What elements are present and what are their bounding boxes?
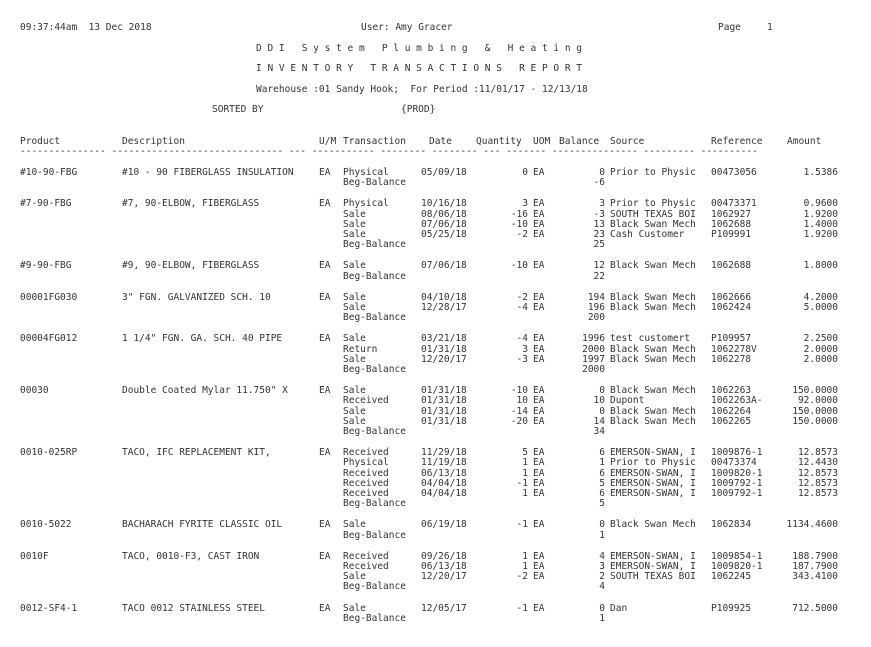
table-row [0, 581, 871, 592]
product-code: 00001FG030 [20, 291, 78, 303]
transaction-source: Black Swan Mech [610, 291, 696, 303]
transaction-balance: 200 [587, 312, 605, 324]
transaction-amount: 12.8573 [797, 447, 838, 459]
transaction-quantity: 3 [522, 198, 528, 210]
table-row [0, 498, 871, 509]
transaction-uom: EA [533, 260, 545, 272]
product-code: 0010-5022 [20, 519, 72, 531]
transaction-source: Black Swan Mech [610, 343, 696, 355]
table-row [0, 271, 871, 282]
transaction-type: Beg-Balance [343, 239, 406, 251]
transaction-uom: EA [533, 229, 545, 240]
product-code: #10-90-FBG [20, 167, 78, 178]
transaction-source: Black Swan Mech [610, 260, 696, 272]
transaction-balance: 0 [599, 167, 605, 178]
product-code: #7-90-FBG [20, 198, 72, 210]
transaction-reference: 1062263A- [711, 395, 763, 407]
transaction-date: 06/13/18 [421, 467, 467, 479]
warehouse-period: Warehouse :01 Sandy Hook; For Period :11/01/17 - 12/13/18 [256, 84, 588, 95]
transaction-date: 04/04/18 [421, 477, 467, 489]
product-description: 1 1/4" FGN. GA. SCH. 40 PIPE [122, 333, 283, 345]
transaction-type: Received [343, 447, 389, 459]
transaction-reference: 1062666 [711, 291, 752, 303]
product-um: EA [319, 385, 331, 397]
transaction-balance: 4 [599, 581, 605, 593]
transaction-type: Beg-Balance [343, 312, 406, 324]
transaction-reference: 1062265 [711, 415, 752, 427]
col-product: Product [20, 136, 61, 147]
transaction-type: Sale [343, 302, 366, 313]
transaction-date: 06/19/18 [421, 519, 467, 531]
transaction-quantity: 1 [522, 561, 528, 572]
transaction-type: Physical [343, 457, 389, 469]
product-description: 3" FGN. GALVANIZED SCH. 10 [122, 291, 271, 303]
transaction-quantity: 1 [522, 550, 528, 562]
report-title: I N V E N T O R Y T R A N S A C T I O N S R E P O R T [256, 63, 583, 74]
transaction-quantity: -4 [516, 302, 528, 313]
transaction-balance: 3 [599, 561, 605, 572]
transaction-reference: P109957 [711, 333, 752, 345]
transaction-uom: EA [533, 395, 545, 407]
product-description: Double Coated Mylar 11.750" X [122, 385, 288, 397]
transaction-source: Black Swan Mech [610, 218, 696, 230]
transaction-source: Black Swan Mech [610, 405, 696, 417]
transaction-balance: 12 [593, 260, 605, 272]
transaction-amount: 343.4100 [792, 571, 838, 583]
transaction-reference: 1062245 [711, 571, 752, 583]
table-row [0, 530, 871, 541]
transaction-amount: 150.0000 [792, 415, 838, 427]
transaction-source: Black Swan Mech [610, 519, 696, 531]
transaction-date: 12/28/17 [421, 302, 467, 313]
transaction-type: Received [343, 395, 389, 407]
product-code: 0010F [20, 550, 49, 562]
transaction-source: SOUTH TEXAS BOI [610, 208, 696, 220]
transaction-balance: 22 [593, 270, 605, 282]
transaction-reference: 1009820-1 [711, 561, 763, 572]
table-row [0, 364, 871, 375]
transaction-balance: 1996 [582, 333, 605, 345]
transaction-date: 01/31/18 [421, 415, 467, 427]
transaction-type: Received [343, 488, 389, 499]
transaction-balance: 194 [587, 291, 605, 303]
transaction-uom: EA [533, 447, 545, 459]
transaction-balance: -3 [593, 208, 605, 220]
transaction-amount: 12.8573 [797, 467, 838, 479]
transaction-quantity: -2 [516, 571, 528, 583]
transaction-date: 09/26/18 [421, 550, 467, 562]
product-um: EA [319, 291, 331, 303]
transaction-type: Sale [343, 519, 366, 531]
transaction-type: Received [343, 477, 389, 489]
page-label: Page [718, 22, 741, 33]
transaction-reference: 00473371 [711, 198, 757, 210]
transaction-reference: 1009792-1 [711, 477, 763, 489]
transaction-reference: 1062688 [711, 260, 752, 272]
transaction-balance: 1 [599, 529, 605, 541]
transaction-type: Physical [343, 198, 389, 210]
transaction-balance: 2000 [582, 364, 605, 375]
company-name: D D I S y s t e m P l u m b i n g & H e a t i n g [256, 43, 583, 54]
transaction-amount: 712.5000 [792, 602, 838, 614]
transaction-uom: EA [533, 519, 545, 531]
col-um: U/M [319, 136, 337, 147]
transaction-uom: EA [533, 385, 545, 397]
transaction-uom: EA [533, 405, 545, 417]
transaction-type: Received [343, 561, 389, 572]
transaction-type: Physical [343, 167, 389, 178]
transaction-balance: 25 [593, 239, 605, 251]
transaction-source: Dupont [610, 395, 645, 407]
col-date: Date [429, 136, 452, 147]
transaction-type: Sale [343, 291, 366, 303]
transaction-balance: 5 [599, 498, 605, 510]
transaction-quantity: 1 [522, 457, 528, 469]
sorted-by-label: SORTED BY [212, 104, 264, 115]
transaction-reference: 1062264 [711, 405, 752, 417]
transaction-amount: 2.0000 [803, 343, 838, 355]
page-number: 1 [767, 22, 773, 33]
transaction-reference: P109925 [711, 602, 752, 614]
transaction-date: 12/20/17 [421, 353, 467, 365]
transaction-balance: 34 [593, 426, 605, 437]
col-description: Description [122, 136, 185, 147]
product-um: EA [319, 167, 331, 178]
transaction-quantity: -3 [516, 353, 528, 365]
transaction-reference: 1009854-1 [711, 550, 763, 562]
transaction-type: Beg-Balance [343, 270, 406, 282]
transaction-source: EMERSON-SWAN, I [610, 550, 696, 562]
transaction-amount: 5.0000 [803, 302, 838, 313]
transaction-balance: 13 [593, 218, 605, 230]
transaction-date: 07/06/18 [421, 218, 467, 230]
product-um: EA [319, 198, 331, 210]
transaction-balance: 196 [587, 302, 605, 313]
product-description: TACO, IFC REPLACEMENT KIT, [122, 447, 271, 459]
product-description: TACO 0012 STAINLESS STEEL [122, 602, 265, 614]
transaction-uom: EA [533, 167, 545, 178]
transaction-balance: 6 [599, 488, 605, 499]
transaction-date: 10/16/18 [421, 198, 467, 210]
transaction-uom: EA [533, 550, 545, 562]
transaction-source: Black Swan Mech [610, 385, 696, 397]
transaction-quantity: 10 [516, 395, 528, 407]
transaction-balance: 14 [593, 415, 605, 427]
transaction-type: Beg-Balance [343, 581, 406, 593]
transaction-amount: 1134.4600 [786, 519, 838, 531]
transaction-type: Sale [343, 571, 366, 583]
transaction-uom: EA [533, 477, 545, 489]
transaction-date: 01/31/18 [421, 343, 467, 355]
transaction-amount: 4.2000 [803, 291, 838, 303]
transaction-balance: 0 [599, 385, 605, 397]
product-code: 00030 [20, 385, 49, 397]
transaction-balance: 3 [599, 198, 605, 210]
transaction-amount: 150.0000 [792, 405, 838, 417]
transaction-source: Prior to Physic [610, 167, 696, 178]
transaction-amount: 1.9200 [803, 229, 838, 240]
transaction-type: Beg-Balance [343, 426, 406, 437]
transaction-date: 11/29/18 [421, 447, 467, 459]
transaction-type: Sale [343, 229, 366, 240]
transaction-balance: 2000 [582, 343, 605, 355]
transaction-uom: EA [533, 333, 545, 345]
transaction-reference: 1062263 [711, 385, 752, 397]
transaction-date: 04/10/18 [421, 291, 467, 303]
transaction-quantity: -1 [516, 477, 528, 489]
transaction-uom: EA [533, 457, 545, 469]
transaction-type: Sale [343, 353, 366, 365]
transaction-source: Prior to Physic [610, 457, 696, 469]
transaction-date: 03/21/18 [421, 333, 467, 345]
col-source: Source [610, 136, 645, 147]
col-uom: UOM [533, 136, 551, 147]
transaction-quantity: -2 [516, 291, 528, 303]
product-um: EA [319, 260, 331, 272]
transaction-amount: 12.8573 [797, 488, 838, 499]
transaction-date: 01/31/18 [421, 395, 467, 407]
transaction-quantity: 3 [522, 343, 528, 355]
transaction-quantity: -2 [516, 229, 528, 240]
transaction-reference: 1062278V [711, 343, 757, 355]
transaction-date: 07/06/18 [421, 260, 467, 272]
transaction-date: 06/13/18 [421, 561, 467, 572]
transaction-quantity: -1 [516, 602, 528, 614]
transaction-source: EMERSON-SWAN, I [610, 447, 696, 459]
transaction-type: Beg-Balance [343, 612, 406, 624]
transaction-date: 11/19/18 [421, 457, 467, 469]
transaction-reference: 00473056 [711, 167, 757, 178]
transaction-date: 01/31/18 [421, 405, 467, 417]
transaction-type: Sale [343, 602, 366, 614]
transaction-uom: EA [533, 198, 545, 210]
transaction-reference: 00473374 [711, 457, 757, 469]
transaction-balance: 1 [599, 612, 605, 624]
transaction-amount: 1.9200 [803, 208, 838, 220]
transaction-reference: 1062834 [711, 519, 752, 531]
table-row [0, 426, 871, 437]
transaction-amount: 0.9600 [803, 198, 838, 210]
product-code: #9-90-FBG [20, 260, 72, 272]
transaction-balance: 4 [599, 550, 605, 562]
transaction-source: Prior to Physic [610, 198, 696, 210]
col-amount: Amount [787, 136, 822, 147]
col-balance: Balance [559, 136, 600, 147]
product-um: EA [319, 333, 331, 345]
transaction-uom: EA [533, 291, 545, 303]
transaction-uom: EA [533, 561, 545, 572]
transaction-source: EMERSON-SWAN, I [610, 561, 696, 572]
transaction-type: Sale [343, 405, 366, 417]
product-description: #9, 90-ELBOW, FIBERGLASS [122, 260, 260, 272]
transaction-type: Return [343, 343, 378, 355]
transaction-uom: EA [533, 353, 545, 365]
transaction-source: EMERSON-SWAN, I [610, 488, 696, 499]
report-user: User: Amy Gracer [361, 22, 453, 33]
transaction-amount: 188.7900 [792, 550, 838, 562]
transaction-balance: 2 [599, 571, 605, 583]
header-underline: --------------- ------------------------------ --- ----------- -------- -------- --- ------- --------------- --------- ---------- [20, 146, 758, 157]
transaction-date: 05/25/18 [421, 229, 467, 240]
transaction-amount: 12.8573 [797, 477, 838, 489]
transaction-quantity: -4 [516, 333, 528, 345]
transaction-quantity: 5 [522, 447, 528, 459]
product-description: BACHARACH FYRITE CLASSIC OIL [122, 519, 283, 531]
transaction-quantity: -10 [510, 385, 528, 397]
transaction-uom: EA [533, 415, 545, 427]
transaction-source: test customert [610, 333, 691, 345]
product-code: 0010-025RP [20, 447, 78, 459]
transaction-date: 04/04/18 [421, 488, 467, 499]
transaction-uom: EA [533, 571, 545, 583]
transaction-balance: 10 [593, 395, 605, 407]
product-um: EA [319, 550, 331, 562]
report-timestamp: 09:37:44am 13 Dec 2018 [20, 22, 152, 33]
transaction-type: Sale [343, 415, 366, 427]
product-description: #7, 90-ELBOW, FIBERGLASS [122, 198, 260, 210]
transaction-balance: 6 [599, 447, 605, 459]
transaction-reference: 1062278 [711, 353, 752, 365]
transaction-source: Cash Customer [610, 229, 685, 240]
transaction-source: Black Swan Mech [610, 353, 696, 365]
transaction-reference: 1062424 [711, 302, 752, 313]
sorted-by-value: {PROD} [401, 104, 436, 115]
transaction-type: Beg-Balance [343, 529, 406, 541]
transaction-quantity: -14 [510, 405, 528, 417]
table-row [0, 177, 871, 188]
transaction-reference: 1009792-1 [711, 488, 763, 499]
transaction-type: Sale [343, 218, 366, 230]
transaction-amount: 12.4430 [797, 457, 838, 469]
table-row [0, 312, 871, 323]
transaction-date: 08/06/18 [421, 208, 467, 220]
transaction-type: Received [343, 467, 389, 479]
transaction-balance: 6 [599, 467, 605, 479]
transaction-date: 12/05/17 [421, 602, 467, 614]
col-transaction: Transaction [343, 136, 406, 147]
transaction-type: Beg-Balance [343, 177, 406, 189]
transaction-uom: EA [533, 302, 545, 313]
transaction-amount: 2.2500 [803, 333, 838, 345]
transaction-amount: 1.5386 [803, 167, 838, 178]
transaction-type: Received [343, 550, 389, 562]
transaction-reference: 1009820-1 [711, 467, 763, 479]
transaction-balance: 0 [599, 519, 605, 531]
transaction-amount: 92.0000 [797, 395, 838, 407]
transaction-balance: 0 [599, 602, 605, 614]
product-um: EA [319, 602, 331, 614]
transaction-amount: 1.4000 [803, 218, 838, 230]
transaction-reference: 1009876-1 [711, 447, 763, 459]
table-row [0, 239, 871, 250]
transaction-reference: 1062927 [711, 208, 752, 220]
transaction-source: Black Swan Mech [610, 302, 696, 313]
transaction-source: SOUTH TEXAS BOI [610, 571, 696, 583]
transaction-type: Beg-Balance [343, 498, 406, 510]
transaction-amount: 150.0000 [792, 385, 838, 397]
product-um: EA [319, 519, 331, 531]
transaction-quantity: -10 [510, 218, 528, 230]
transaction-amount: 187.7900 [792, 561, 838, 572]
transaction-type: Sale [343, 385, 366, 397]
transaction-type: Beg-Balance [343, 364, 406, 375]
transaction-balance: 1 [599, 457, 605, 469]
transaction-type: Sale [343, 333, 366, 345]
transaction-balance: 5 [599, 477, 605, 489]
transaction-uom: EA [533, 218, 545, 230]
col-quantity: Quantity [476, 136, 522, 147]
transaction-quantity: 0 [522, 167, 528, 178]
col-reference: Reference [711, 136, 763, 147]
transaction-balance: 1997 [582, 353, 605, 365]
transaction-reference: P109991 [711, 229, 752, 240]
table-row [0, 613, 871, 624]
transaction-date: 12/20/17 [421, 571, 467, 583]
transaction-balance: -6 [593, 177, 605, 189]
transaction-uom: EA [533, 602, 545, 614]
transaction-uom: EA [533, 343, 545, 355]
transaction-balance: 0 [599, 405, 605, 417]
transaction-date: 01/31/18 [421, 385, 467, 397]
transaction-source: Dan [610, 602, 628, 614]
product-um: EA [319, 447, 331, 459]
transaction-type: Sale [343, 208, 366, 220]
transaction-quantity: 1 [522, 467, 528, 479]
product-code: 00004FG012 [20, 333, 78, 345]
transaction-amount: 1.8000 [803, 260, 838, 272]
product-description: #10 - 90 FIBERGLASS INSULATION [122, 167, 294, 178]
transaction-uom: EA [533, 208, 545, 220]
transaction-amount: 2.0000 [803, 353, 838, 365]
transaction-uom: EA [533, 467, 545, 479]
transaction-balance: 23 [593, 229, 605, 240]
product-description: TACO, 0010-F3, CAST IRON [122, 550, 260, 562]
transaction-quantity: -1 [516, 519, 528, 531]
transaction-uom: EA [533, 488, 545, 499]
transaction-quantity: -16 [510, 208, 528, 220]
product-code: 0012-SF4-1 [20, 602, 78, 614]
transaction-quantity: -20 [510, 415, 528, 427]
transaction-date: 05/09/18 [421, 167, 467, 178]
transaction-source: Black Swan Mech [610, 415, 696, 427]
transaction-reference: 1062688 [711, 218, 752, 230]
transaction-quantity: 1 [522, 488, 528, 499]
transaction-source: EMERSON-SWAN, I [610, 477, 696, 489]
transaction-quantity: -10 [510, 260, 528, 272]
transaction-source: EMERSON-SWAN, I [610, 467, 696, 479]
transaction-type: Sale [343, 260, 366, 272]
